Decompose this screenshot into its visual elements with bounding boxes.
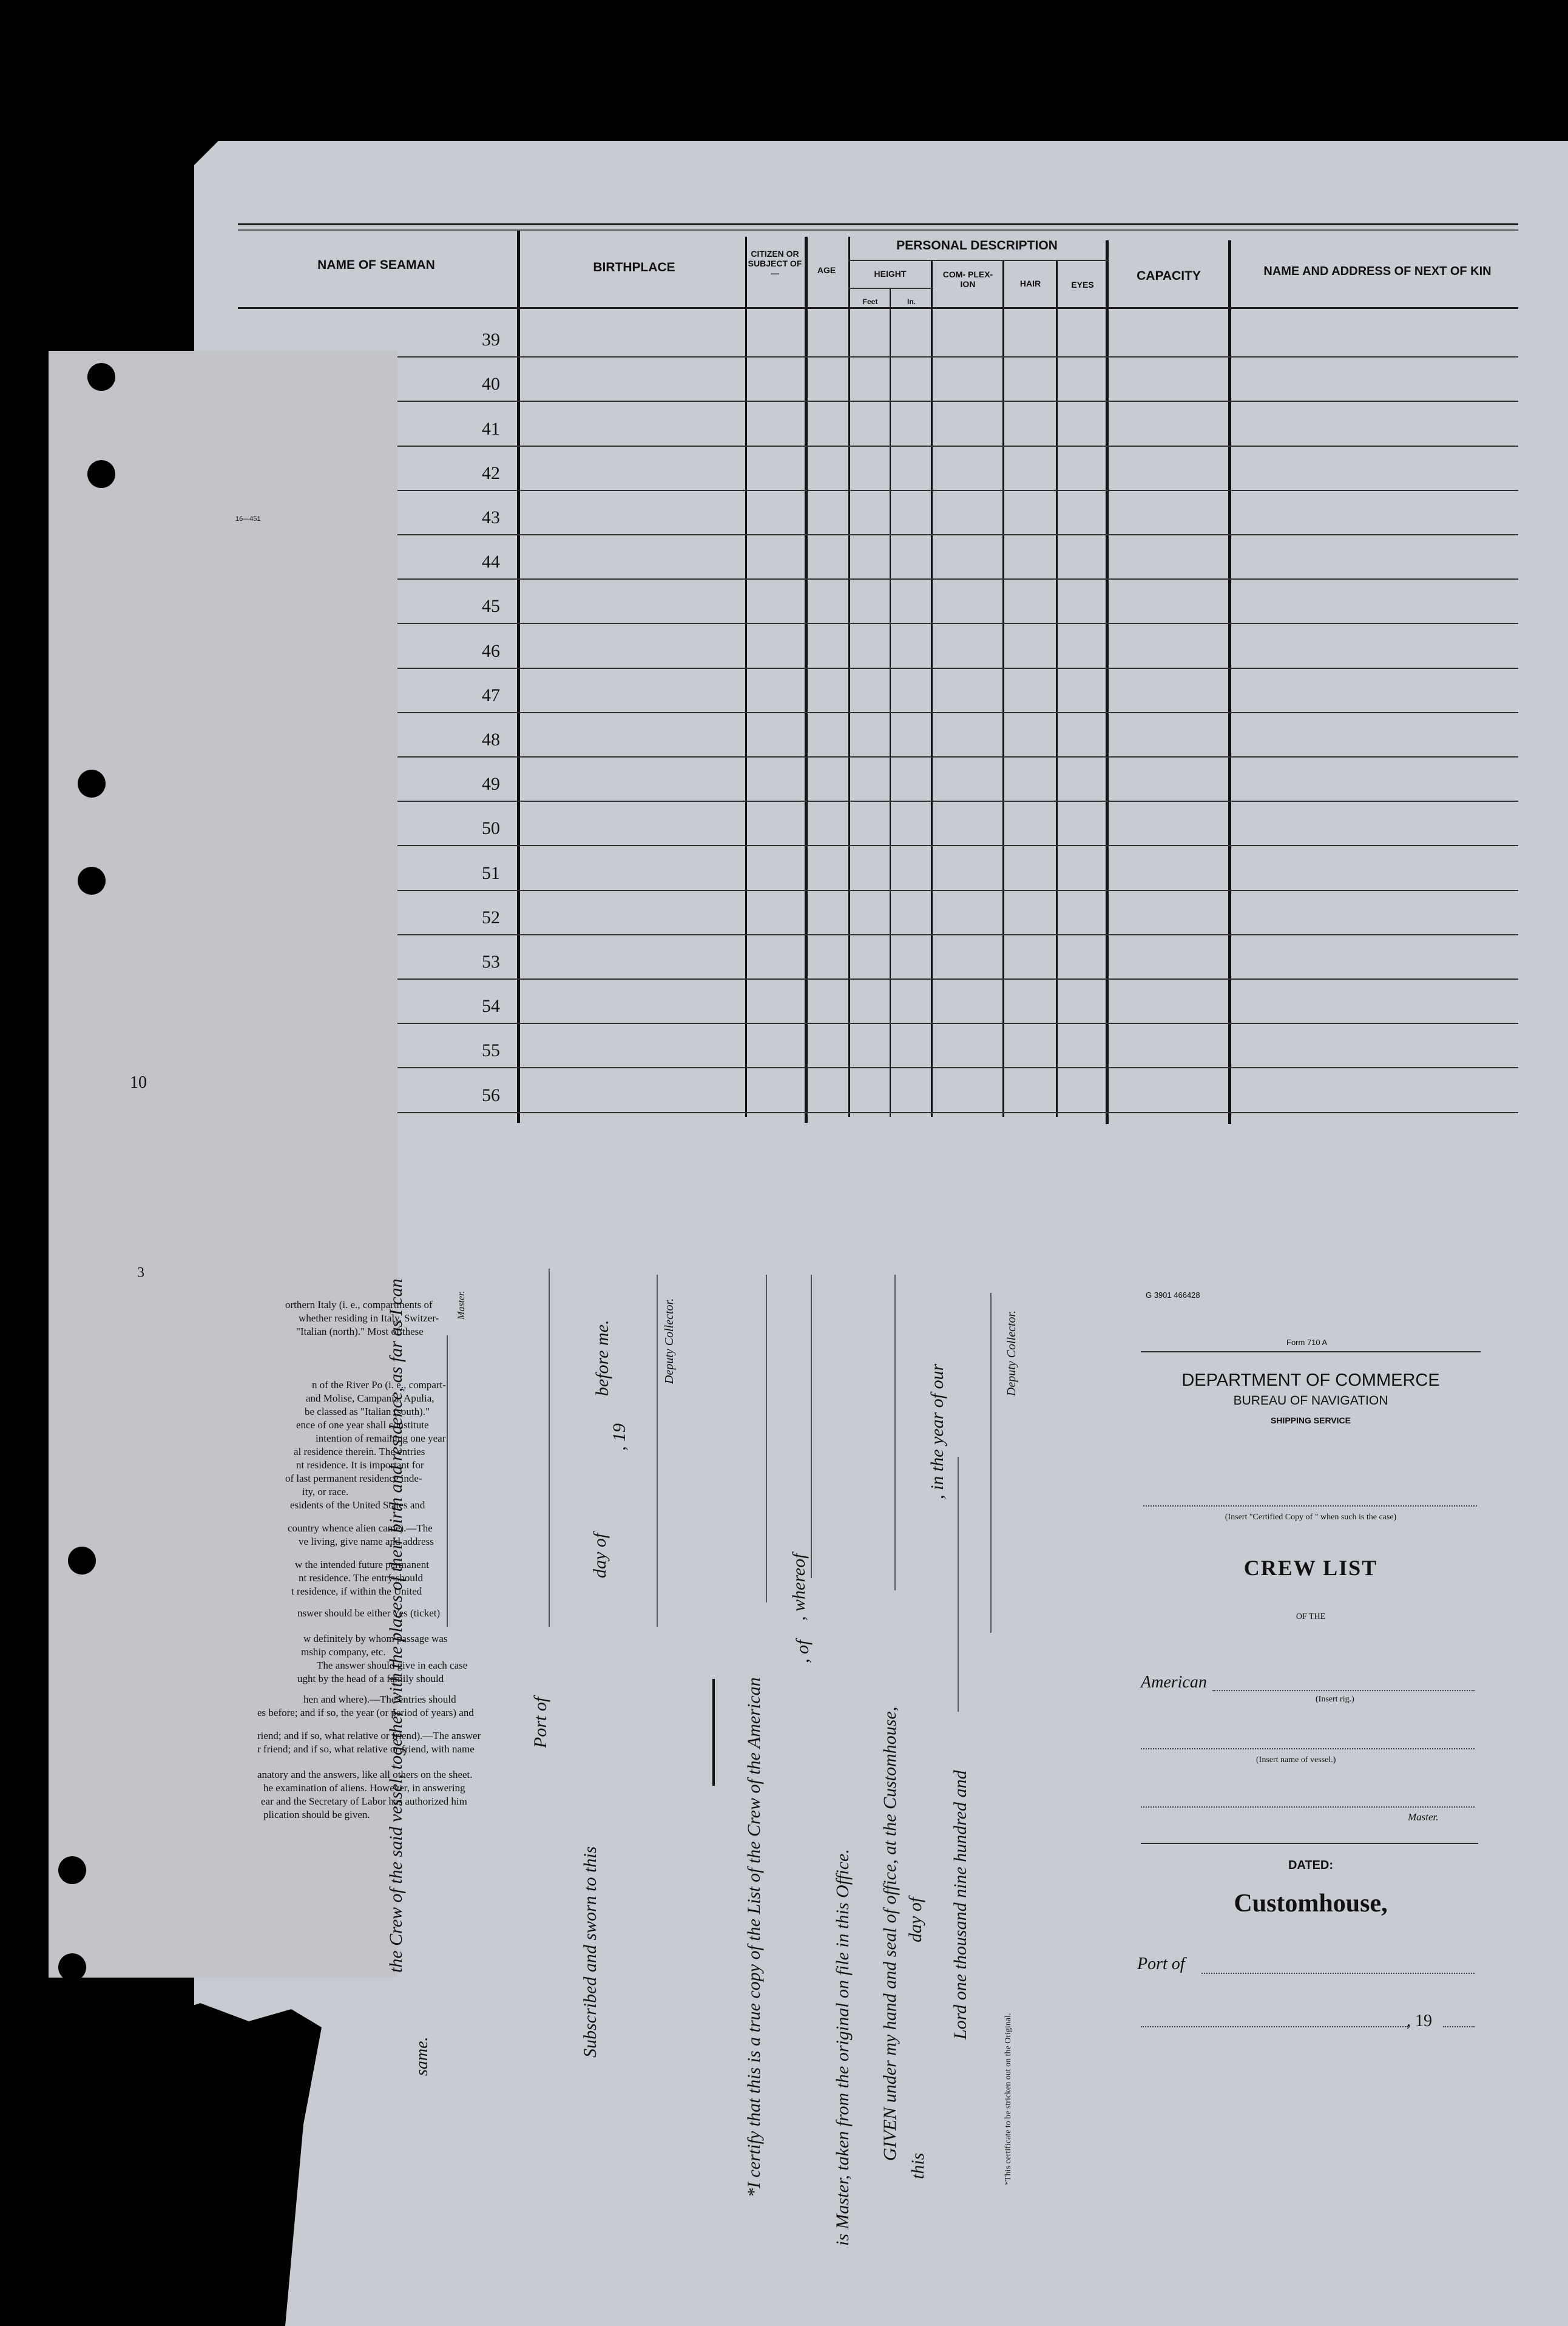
punch-hole <box>78 770 106 798</box>
day-of-label-2: day of <box>905 1897 925 1942</box>
certified-line <box>1143 1505 1477 1507</box>
row-number: 40 <box>482 374 500 394</box>
this-label: this <box>908 2152 928 2179</box>
deputy-collector-label-2: Deputy Collector. <box>1005 1310 1018 1396</box>
table-row-line <box>238 446 1518 447</box>
row-number: 47 <box>482 685 500 705</box>
table-row-line <box>238 712 1518 713</box>
row-number: 44 <box>482 552 500 572</box>
instruction-line: ence of one year shall constitute <box>296 1419 429 1431</box>
deputy-line-2 <box>990 1293 992 1633</box>
table-row-line <box>238 401 1518 402</box>
instruction-line: nswer should be either Yes (ticket) <box>297 1607 441 1619</box>
of-line <box>811 1275 812 1578</box>
instruction-line: ear and the Secretary of Labor has authorized him <box>261 1795 467 1807</box>
table-row-line <box>238 1112 1518 1113</box>
day-of-label: day of <box>590 1533 610 1578</box>
table-row-line <box>238 356 1518 358</box>
header-feet: Feet <box>862 297 878 306</box>
table-row-line <box>238 490 1518 491</box>
table-row-line <box>238 845 1518 846</box>
crew-list-title: CREW LIST <box>1243 1556 1378 1580</box>
cover-rule-2 <box>1141 1843 1478 1844</box>
instruction-line: mship company, etc. <box>301 1646 386 1658</box>
row-number: 50 <box>482 818 500 838</box>
year-cover-label: , 19 <box>1407 2012 1432 2030</box>
instruction-line: w the intended future permanent <box>295 1559 429 1570</box>
row-number: 53 <box>482 952 500 972</box>
col-divider <box>890 288 891 1117</box>
lord-text: Lord one thousand nine hundred and <box>950 1770 970 2039</box>
instruction-line: of last permanent residence inde- <box>285 1473 422 1484</box>
header-personal-description: PERSONAL DESCRIPTION <box>896 239 1058 253</box>
insert-vessel-note: (Insert name of vessel.) <box>1256 1755 1336 1765</box>
instruction-line: nt residence. It is important for <box>296 1459 424 1471</box>
port-of-label: Port of <box>530 1697 550 1748</box>
header-rule <box>848 260 1109 261</box>
table-row-line <box>238 756 1518 758</box>
row-number: 54 <box>482 996 500 1016</box>
print-code: G 3901 466428 <box>1146 1290 1200 1300</box>
punch-hole <box>68 1547 96 1575</box>
row-number: 48 <box>482 730 500 750</box>
master-signature-line <box>447 1335 448 1627</box>
same-text: same. <box>413 2036 431 2076</box>
top-rule-2 <box>238 229 1518 231</box>
master-line <box>1141 1806 1475 1808</box>
instruction-line: es before; and if so, the year (or period of years) and <box>257 1707 474 1718</box>
row-number: 56 <box>482 1085 500 1105</box>
col-divider <box>1002 261 1004 1117</box>
table-row-line <box>238 578 1518 580</box>
row-number: 39 <box>482 330 500 350</box>
punch-hole <box>87 460 115 488</box>
header-complexion: COM- PLEX- ION <box>942 270 993 289</box>
instruction-line: ve living, give name and address <box>299 1536 434 1547</box>
instruction-line: n of the River Po (i. e., compart- <box>312 1379 446 1391</box>
top-rule <box>238 223 1518 225</box>
sheet-code: 16—451 <box>235 515 261 523</box>
header-height: HEIGHT <box>874 269 907 279</box>
margin-mark: 3 <box>137 1265 144 1281</box>
header-hair: HAIR <box>1019 279 1041 288</box>
year-label: , 19 <box>609 1423 629 1451</box>
table-row-line <box>238 890 1518 891</box>
port-line <box>549 1269 550 1627</box>
punch-hole <box>78 867 106 895</box>
torn-text: the Crew of the said vessel, together with the places of their birth and residence, as far as I can <box>386 1278 406 1973</box>
date-line <box>1141 2026 1408 2027</box>
year-of-our-text: , in the year of our <box>927 1363 947 1499</box>
table-row-line <box>238 623 1518 624</box>
certified-note: (Insert "Certified Copy of " when such is the case) <box>1225 1513 1397 1522</box>
instruction-line: w definitely by whom passage was <box>303 1633 448 1644</box>
col-divider <box>848 237 850 1117</box>
table-row-line <box>238 668 1518 669</box>
year-line-end <box>1443 2026 1475 2027</box>
port-cover-line <box>1201 1973 1475 1974</box>
before-me-text: before me. <box>592 1320 612 1396</box>
instruction-line: and Molise, Campania, Apulia, <box>306 1392 434 1404</box>
bureau-title: BUREAU OF NAVIGATION <box>1233 1394 1388 1408</box>
col-divider <box>1228 240 1231 1124</box>
american-label: American <box>1141 1673 1207 1692</box>
department-title: DEPARTMENT OF COMMERCE <box>1181 1371 1440 1390</box>
vessel-name-line <box>1141 1748 1475 1749</box>
customhouse-title: Customhouse, <box>1234 1890 1388 1917</box>
table-row-line <box>238 1067 1518 1068</box>
instruction-line: al residence therein. The entries <box>294 1446 425 1457</box>
service-title: SHIPPING SERVICE <box>1270 1416 1351 1425</box>
header-capacity: CAPACITY <box>1137 269 1201 283</box>
of-the-label: OF THE <box>1296 1612 1326 1621</box>
instruction-line: "Italian (north)." Most of these <box>296 1326 424 1337</box>
table-row-line <box>238 934 1518 935</box>
header-inches: In. <box>907 297 916 306</box>
instruction-line: ught by the head of a family should <box>297 1673 444 1684</box>
row-number: 55 <box>482 1040 500 1060</box>
instruction-line: he examination of aliens. However, in answering <box>263 1782 465 1794</box>
cover-master-label: Master. <box>1408 1811 1439 1823</box>
deputy-collector-label: Deputy Collector. <box>663 1298 676 1384</box>
page-mark: 10 <box>130 1073 147 1092</box>
header-rule <box>848 288 933 289</box>
separator <box>712 1679 715 1786</box>
row-number: 41 <box>482 419 500 439</box>
port-of-cover-label: Port of <box>1137 1955 1185 1973</box>
col-divider <box>517 231 520 1123</box>
instruction-line: country whence alien came).—The <box>288 1522 433 1534</box>
header-age: AGE <box>817 265 836 275</box>
instruction-line: t residence, if within the United <box>291 1585 422 1597</box>
header-name-of-seaman: NAME OF SEAMAN <box>317 258 435 272</box>
instruction-line: The answer should give in each case <box>317 1660 468 1671</box>
header-citizen: CITIZEN OR SUBJECT OF— <box>748 249 802 278</box>
instruction-line: be classed as "Italian (south)." <box>305 1406 430 1417</box>
instruction-line: ity, or race. <box>302 1486 349 1497</box>
form-number: Form 710 A <box>1286 1338 1328 1347</box>
punch-hole <box>58 1953 86 1981</box>
row-number: 52 <box>482 907 500 927</box>
dated-label: DATED: <box>1288 1859 1334 1872</box>
row-number: 49 <box>482 774 500 794</box>
instruction-line: whether residing in Italy, Switzer- <box>299 1312 439 1324</box>
table-row-line <box>238 1023 1518 1024</box>
certify-text: *I certify that this is a true copy of the List of the Crew of the American <box>744 1677 764 2197</box>
master-label: Master. <box>456 1290 467 1320</box>
instruction-line: r friend; and if so, what relative or friend, with name <box>257 1743 475 1755</box>
row-number: 45 <box>482 596 500 616</box>
instruction-line: nt residence. The entry should <box>299 1572 424 1584</box>
subscribed-text: Subscribed and sworn to this <box>580 1846 600 2058</box>
row-number: 51 <box>482 863 500 883</box>
customhouse-line <box>894 1275 896 1590</box>
footnote-text: *This certificate to be stricken out on the Original. <box>1004 2013 1013 2185</box>
header-rule <box>238 307 1518 309</box>
vessel-line <box>766 1275 767 1602</box>
punch-hole <box>87 363 115 391</box>
instruction-line: esidents of the United States and <box>290 1499 425 1511</box>
col-divider <box>1106 240 1109 1124</box>
instruction-line: anatory and the answers, like all others on the sheet. <box>257 1769 473 1780</box>
rig-line <box>1212 1690 1475 1691</box>
is-master-text: is Master, taken from the original on file in this Office. <box>833 1849 853 2246</box>
col-divider <box>745 237 747 1117</box>
col-divider <box>1056 261 1058 1117</box>
col-divider <box>805 237 808 1123</box>
header-eyes: EYES <box>1071 280 1094 290</box>
table-row-line <box>238 801 1518 802</box>
instruction-line: hen and where).—The entries should <box>303 1694 456 1705</box>
table-row-line <box>238 534 1518 535</box>
year-line <box>958 1457 959 1712</box>
instruction-line: intention of remaining one year <box>316 1433 446 1444</box>
row-number: 46 <box>482 641 500 661</box>
header-birthplace: BIRTHPLACE <box>593 260 675 274</box>
punch-hole <box>58 1856 86 1884</box>
table-row-line <box>238 978 1518 980</box>
row-number: 43 <box>482 507 500 527</box>
insert-rig-note: (Insert rig.) <box>1316 1695 1354 1704</box>
instruction-line: riend; and if so, what relative or friend).—The answer <box>257 1730 481 1741</box>
deputy-line <box>657 1275 658 1627</box>
header-next-of-kin: NAME AND ADDRESS OF NEXT OF KIN <box>1263 265 1492 278</box>
cover-rule <box>1141 1351 1481 1352</box>
given-text: GIVEN under my hand and seal of office, at the Customhouse, <box>880 1706 900 2161</box>
col-divider <box>931 261 933 1117</box>
row-number: 42 <box>482 463 500 483</box>
whereof-label: , whereof <box>789 1553 809 1621</box>
instruction-line: plication should be given. <box>263 1809 370 1820</box>
of-label: , of <box>792 1639 813 1663</box>
instruction-line: orthern Italy (i. e., compartments of <box>285 1299 433 1310</box>
